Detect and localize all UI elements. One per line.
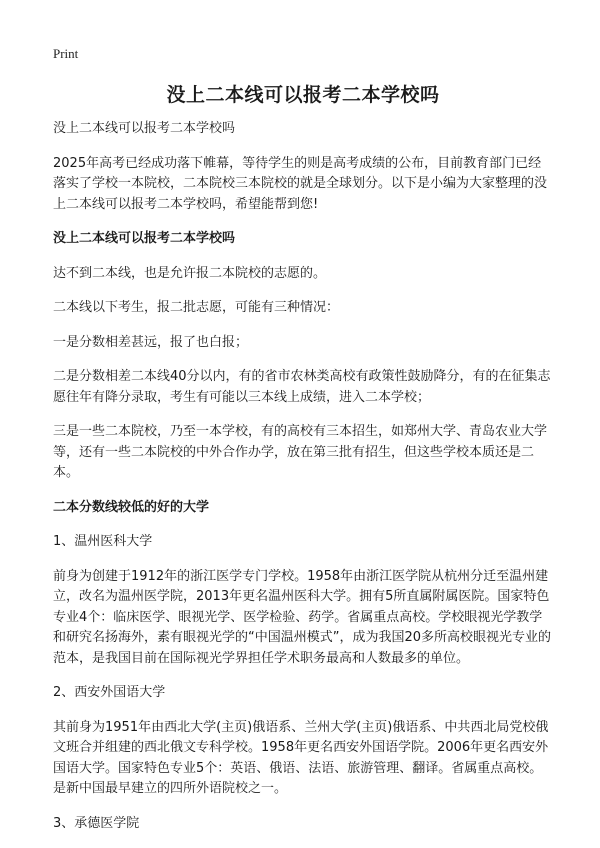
paragraph: 没上二本线可以报考二本学校吗 xyxy=(53,121,236,136)
section-heading: 二本分数线较低的好的大学 xyxy=(53,499,210,515)
page-title: 没上二本线可以报考二本学校吗 xyxy=(166,84,440,106)
paragraph: 1、温州医科大学 xyxy=(53,534,153,549)
paragraph: 前身为创建于1912年的浙江医学专门学校。1958年由浙江医学院从杭州分迁至温州建立，改名为温州医学院，2013年更名温州医科大学。拥有5所直属附属医院。国家特色专业4个：临床医学、眼视光学、医学检验、药学。省属重点高校。学校眼视光学教学和研究名扬海外，素有眼视光学的“中国温州模式”，成为我国20多所高校眼视光专业的范本，是我国目前在国际视光学界担任学术职务最高和人数最多的单位。 xyxy=(53,568,552,666)
paragraph: 达不到二本线，也是允许报二本院校的志愿的。 xyxy=(53,265,327,281)
print-link[interactable]: Print xyxy=(53,46,79,61)
article-body xyxy=(53,119,553,848)
paragraph: 二是分数相差二本线40分以内，有的省市农林类高校有政策性鼓励降分，有的在征集志愿往年有降分录取，考生有可能以三本线上成绩，进入二本学校； xyxy=(53,369,551,405)
paragraph: 其前身为1951年由西北大学(主页)俄语系、兰州大学(主页)俄语系、中共西北局党校俄文班合并组建的西北俄文专科学校。1958年更名西安外国语学院。2006年更名西安外国语大学。国家特色专业5个：英语、俄语、法语、旅游管理、翻译。省属重点高校。是新中国最早建立的四所外语院校之一。 xyxy=(53,719,549,796)
paragraph: 2、西安外国语大学 xyxy=(53,685,166,700)
paragraph: 一是分数相差甚远，报了也白报； xyxy=(53,334,249,350)
paragraph: 二本线以下考生，报二批志愿，可能有三种情况： xyxy=(53,300,340,315)
paragraph: 3、承德医学院 xyxy=(53,815,140,831)
paragraph: 2025年高考已经成功落下帷幕，等待学生的则是高考成绩的公布，目前教育部门已经落实了学校一本院校，二本院校三本院校的就是全球划分。以下是小编为大家整理的没上二本线可以报考二本学校吗，希望能帮到您! xyxy=(53,155,548,212)
paragraph: 三是一些二本院校，乃至一本学校，有的高校有三本招生，如郑州大学、青岛农业大学等，还有一些二本院校的中外合作办学，放在第三批有招生，但这些学校本质还是二本。 xyxy=(53,424,548,480)
section-heading: 没上二本线可以报考二本学校吗 xyxy=(53,231,236,246)
